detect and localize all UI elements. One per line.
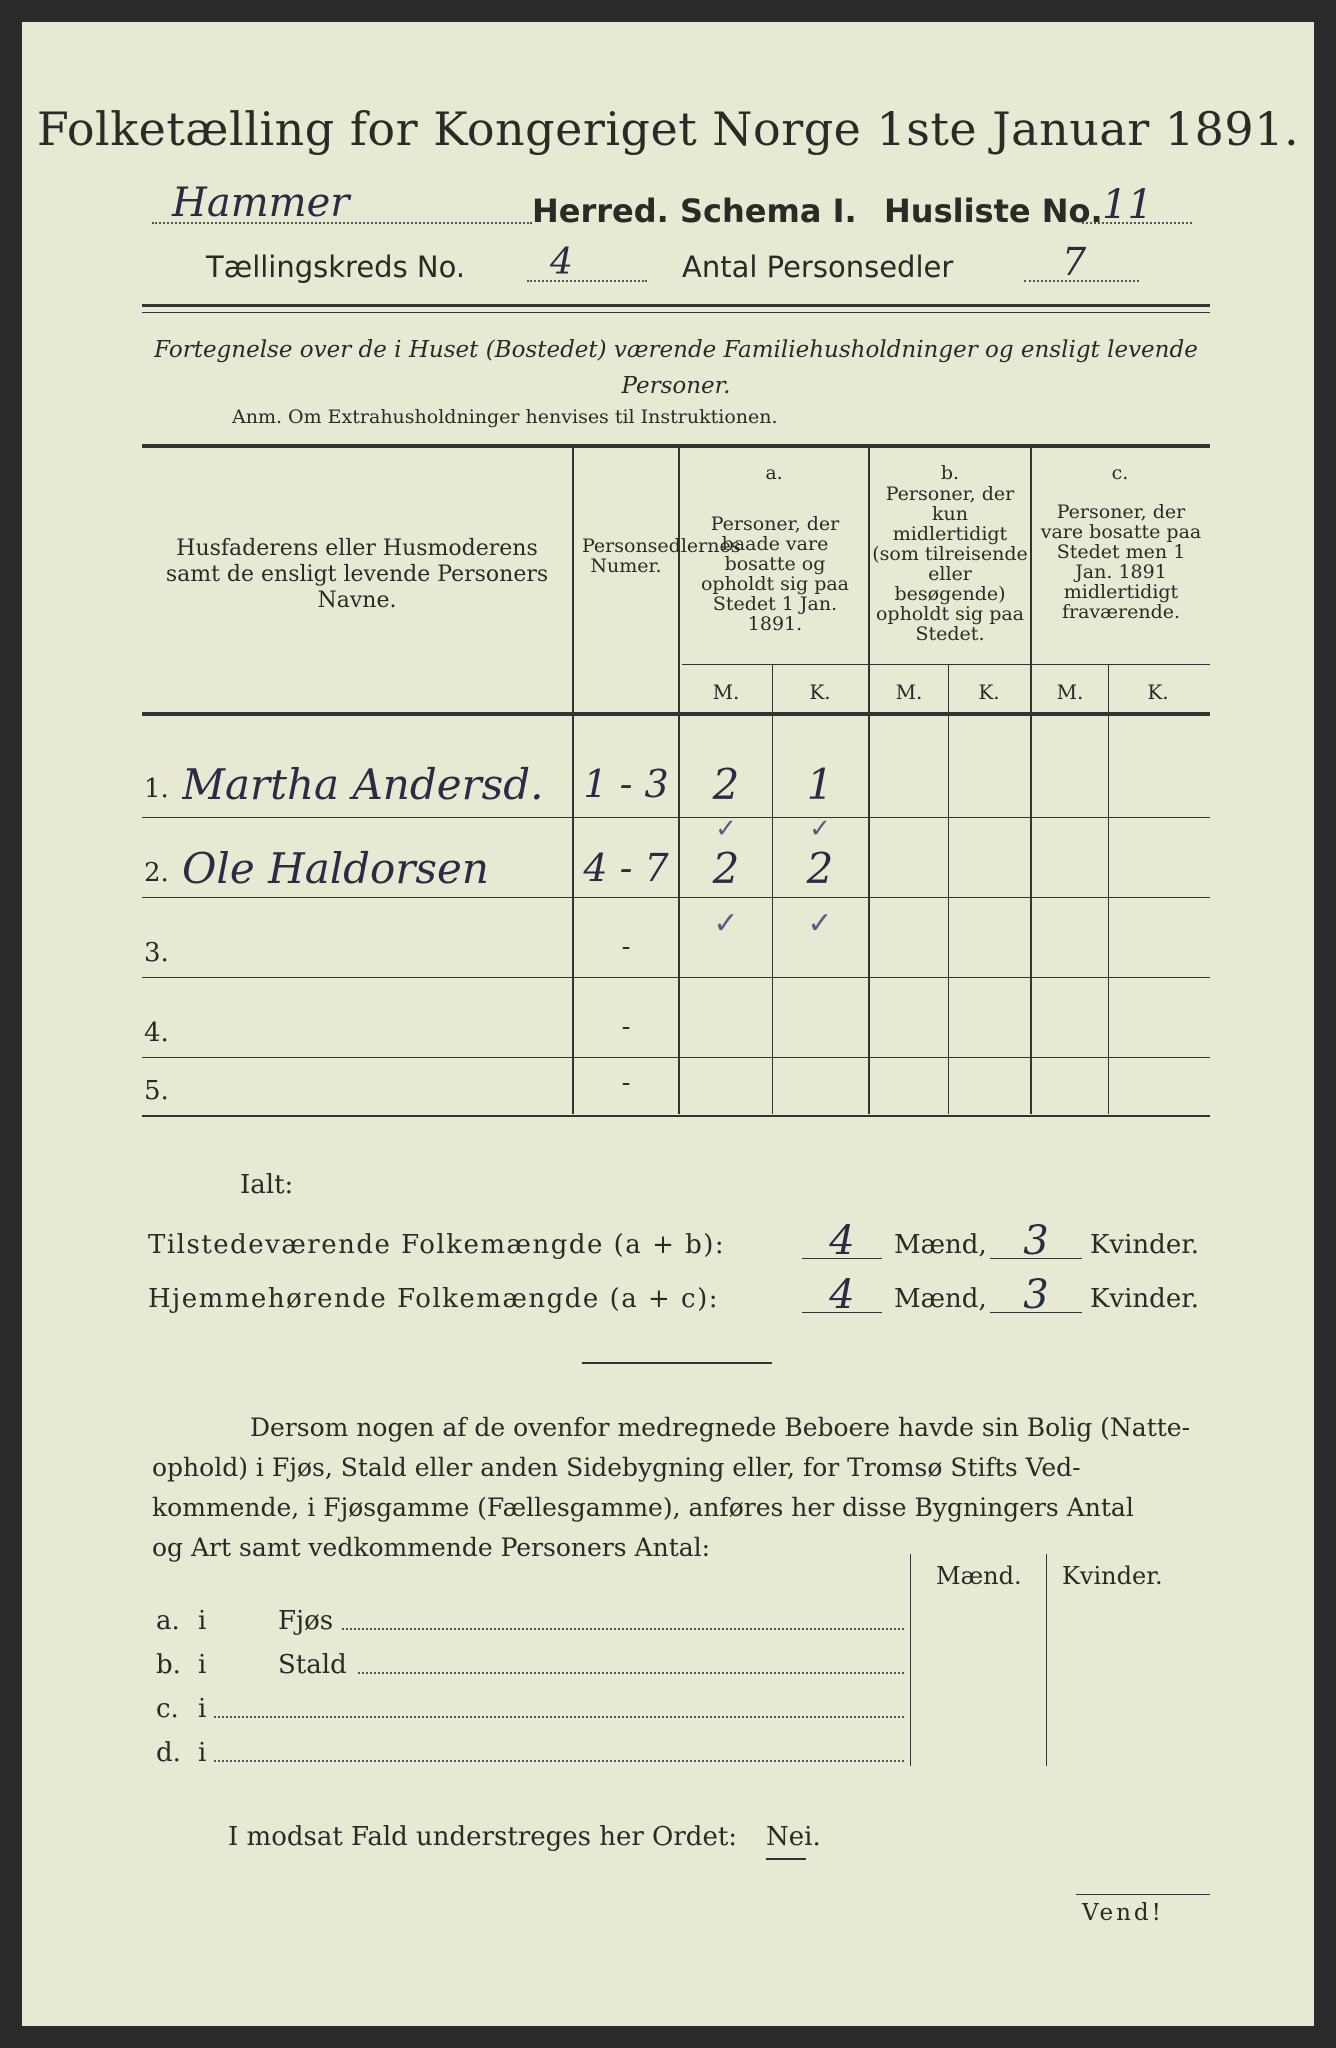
tilst-kvinder-value: 3: [1023, 1218, 1049, 1264]
tilst-kvinder-label: Kvinder.: [1090, 1230, 1200, 1260]
hjem-kvinder-value: 3: [1023, 1272, 1049, 1318]
buildings-maend-header: Mænd.: [936, 1562, 1022, 1590]
row-2-number: 2.: [144, 858, 169, 888]
paragraph-line-4: og Art samt vedkommende Personers Antal:: [152, 1533, 711, 1562]
b-k-label: K.: [978, 680, 1000, 704]
vend-label: Vend!: [1082, 1900, 1164, 1926]
tilst-label: Tilstedeværende Folkemængde (a + b):: [148, 1230, 726, 1260]
census-form: [22, 22, 1314, 2026]
footer-text: I modsat Fald understreges her Ordet:: [228, 1822, 738, 1852]
mk-rule: [682, 664, 1210, 665]
buildings-vline-2: [1046, 1554, 1047, 1766]
table-header-rule: [142, 712, 1210, 716]
row-4-rule: [142, 1057, 1210, 1058]
vline-b: [1030, 446, 1032, 1114]
kreds-value: 4: [550, 242, 573, 283]
hjem-label: Hjemmehørende Folkemængde (a + c):: [148, 1284, 719, 1314]
row-2-a-m: 2: [712, 844, 740, 893]
hjem-maend-value: 4: [829, 1272, 855, 1318]
row-3-tick-k: ✓: [807, 906, 833, 941]
buildings-kvinder-header: Kvinder.: [1062, 1562, 1163, 1590]
col-names-header: Husfaderens eller Husmoderens samt de ensligt levende Personers Navne.: [165, 536, 549, 613]
row-4-num: -: [621, 1012, 631, 1042]
row-1-num: 1 - 3: [583, 762, 669, 806]
building-d-dotline: [214, 1760, 904, 1762]
header-rule-thin: [142, 312, 1210, 313]
hjem-kvinder-label: Kvinder.: [1090, 1284, 1200, 1314]
subtitle: Fortegnelse over de i Huset (Bostedet) værende Familiehusholdninger og ensligt levende Personer.: [154, 337, 1198, 399]
b-m-label: M.: [895, 680, 923, 704]
antal-value: 7: [1062, 240, 1087, 284]
row-3-number: 3.: [144, 938, 169, 968]
building-c-dotline: [214, 1716, 904, 1718]
table-bottom-rule: [142, 1115, 1210, 1117]
tilst-maend-value: 4: [829, 1218, 855, 1264]
hjem-kvinder-line: [990, 1312, 1082, 1313]
vline-a-mk: [772, 664, 773, 1114]
buildings-paragraph: [152, 1408, 1212, 1568]
antal-label: Antal Personsedler: [682, 250, 954, 284]
row-5-number: 5.: [144, 1076, 169, 1106]
tilst-maend-label: Mænd,: [894, 1230, 987, 1260]
tilst-maend-line: [802, 1258, 882, 1259]
husliste-dotline: [1082, 222, 1192, 224]
hjem-maend-line: [802, 1312, 882, 1313]
building-b-dotline: [358, 1672, 904, 1674]
row-2-tick-m: ✓: [715, 814, 737, 844]
header-rule: [142, 304, 1210, 307]
c-k-label: K.: [1147, 680, 1169, 704]
row-3-num: -: [621, 932, 631, 962]
row-2-rule: [142, 897, 1210, 898]
row-1-rule: [142, 817, 1210, 818]
separator-rule: [582, 1362, 772, 1364]
col-b-header: Personer, der kun midlertidigt (som tilreisende eller besøgende) opholdt sig paa Stedet.: [872, 483, 1028, 645]
table-top-rule: [142, 444, 1210, 448]
herred-value: Hammer: [172, 180, 350, 226]
husliste-value: 11: [1102, 182, 1153, 228]
building-d-i: i: [198, 1738, 207, 1768]
building-a-dotline: [342, 1628, 904, 1630]
row-1-a-m: 2: [712, 760, 740, 809]
hjem-maend-label: Mænd,: [894, 1284, 987, 1314]
a-k-label: K.: [809, 680, 831, 704]
row-2-tick-k: ✓: [809, 814, 831, 844]
building-c-i: i: [198, 1694, 207, 1724]
row-1-name: Martha Andersd.: [182, 760, 544, 809]
building-b-i: i: [198, 1650, 207, 1680]
vline-b-mk: [948, 664, 949, 1114]
row-4-number: 4.: [144, 1018, 169, 1048]
row-5-num: -: [621, 1068, 631, 1098]
col-c-header: Personer, der vare bosatte paa Stedet men 1 Jan. 1891 midlertidigt fraværende.: [1040, 501, 1202, 623]
col-c-letter: c.: [1111, 462, 1129, 484]
building-a-name: Fjøs: [278, 1606, 334, 1636]
vline-c-mk: [1108, 664, 1109, 1114]
row-2-name: Ole Haldorsen: [182, 844, 489, 893]
building-c-letter: c.: [156, 1694, 179, 1724]
herred-label: Herred.: [532, 192, 669, 230]
herred-dotline: [152, 222, 532, 224]
row-3-rule: [142, 977, 1210, 978]
kreds-dotline: [527, 280, 647, 282]
building-a-i: i: [198, 1606, 207, 1636]
antal-dotline: [1024, 280, 1139, 282]
footer-nei: Nei.: [766, 1822, 821, 1852]
vline-a: [868, 446, 870, 1114]
tilst-kvinder-line: [990, 1258, 1082, 1259]
buildings-vline-1: [910, 1554, 911, 1766]
building-b-letter: b.: [156, 1650, 181, 1680]
col-num-header: Personsedlernes Numer.: [582, 535, 741, 577]
husliste-label: Husliste No.: [884, 192, 1103, 230]
c-m-label: M.: [1056, 680, 1084, 704]
col-a-header: Personer, der baade vare bosatte og opholdt sig paa Stedet 1 Jan. 1891.: [700, 513, 850, 635]
row-2-a-k: 2: [806, 844, 834, 893]
building-b-name: Stald: [278, 1650, 347, 1680]
form-title: Folketælling for Kongeriget Norge 1ste Januar 1891.: [36, 102, 1300, 156]
paragraph-line-2: ophold) i Fjøs, Stald eller anden Sidebygning eller, for Tromsø Stifts Ved-: [152, 1453, 1081, 1482]
row-3-tick-m: ✓: [713, 906, 739, 941]
vline-names: [572, 446, 574, 1114]
kreds-label: Tællingskreds No.: [206, 250, 466, 284]
ialt-label: Ialt:: [240, 1170, 294, 1200]
building-d-letter: d.: [156, 1738, 181, 1768]
nei-underline: [766, 1858, 806, 1860]
col-b-letter: b.: [940, 462, 960, 484]
row-2-num: 4 - 7: [583, 846, 669, 890]
paragraph-line-3: kommende, i Fjøsgamme (Fællesgamme), anføres her disse Bygningers Antal: [152, 1493, 1134, 1522]
row-1-number: 1.: [144, 774, 169, 804]
row-1-a-k: 1: [806, 760, 834, 809]
col-a-letter: a.: [765, 462, 783, 484]
vend-rule: [1076, 1894, 1210, 1895]
paragraph-line-1: Dersom nogen af de ovenfor medregnede Beboere havde sin Bolig (Natte-: [250, 1413, 1191, 1442]
anm-note: Anm. Om Extrahusholdninger henvises til Instruktionen.: [232, 406, 778, 428]
building-a-letter: a.: [156, 1606, 180, 1636]
a-m-label: M.: [712, 680, 740, 704]
schema-label: Schema I.: [680, 192, 857, 230]
